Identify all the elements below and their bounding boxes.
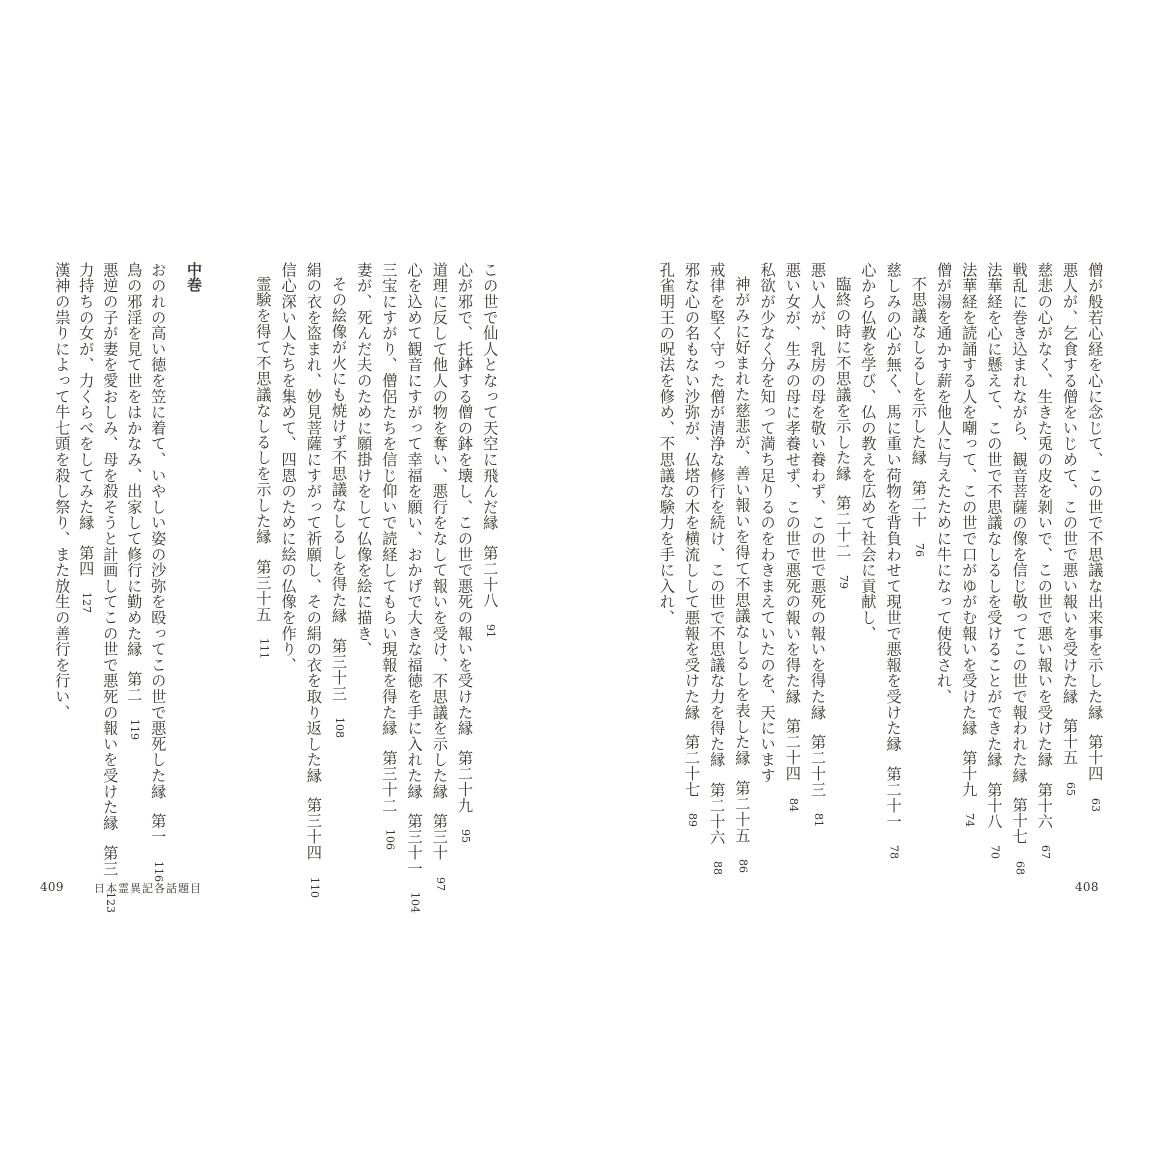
entry-title: 慈しみの心が無く、馬に重い荷物を背負わせて現世で悪報を受けた縁 <box>884 262 903 752</box>
left-top-entry <box>279 262 298 673</box>
entry-title: 霊験を得て不思議なしるしを示した縁 <box>254 276 273 545</box>
entry-chapter: 第二十三 <box>809 734 827 798</box>
left-top-entry <box>306 262 321 898</box>
entry-page-number: 63 <box>1089 797 1103 812</box>
right-entry <box>659 262 674 625</box>
entry-page-number: 68 <box>1013 860 1027 875</box>
entry-page-number: 91 <box>484 623 498 638</box>
entry-title: 孔雀明王の呪法を修め、不思議な験力を手に入れ、 <box>657 262 676 626</box>
entry-chapter: 第十八 <box>985 781 1004 830</box>
entry-chapter: 第二十一 <box>884 765 903 830</box>
left-top-entry <box>331 276 346 738</box>
entry-chapter: 第十四 <box>1086 734 1105 782</box>
entry-title: 臨終の時に不思議を示した縁 <box>834 276 853 482</box>
left-top-entry <box>481 262 500 638</box>
left-bottom-entry <box>125 262 144 740</box>
entry-title: 神がみに好まれた慈悲が、善い報いを得て不思議なしるしを表した縁 <box>733 276 752 766</box>
entry-chapter: 第二十五 <box>733 779 752 844</box>
right-entry <box>1010 262 1029 875</box>
entry-page-number: 65 <box>1064 781 1077 796</box>
entry-page-number: 127 <box>80 592 94 614</box>
entry-page-number: 111 <box>257 637 271 659</box>
entry-page-number: 79 <box>837 574 851 589</box>
entry-title: 信心深い人たちを集めて、四恩のために絵の仏像を作り、 <box>279 262 298 673</box>
entry-title: 戒律を堅く守った僧が清浄な修行を続け、この世で不思議な力を得た縁 <box>708 262 727 768</box>
left-bottom-entry <box>149 262 168 882</box>
entry-page-number: 104 <box>408 892 422 914</box>
entry-chapter: 第十五 <box>1061 718 1079 766</box>
entry-page-number: 70 <box>988 845 1002 860</box>
entry-page-number: 106 <box>383 829 397 851</box>
entry-chapter: 第三十一 <box>405 813 424 877</box>
entry-page-number: 97 <box>433 876 447 891</box>
entry-title: 道理に反して他人の物を奪い、悪行をなして報いを受け、不思議を示した縁 <box>430 262 449 800</box>
entry-chapter: 第二十 <box>909 479 928 528</box>
entry-page-number: 123 <box>104 892 118 914</box>
entry-title: 心が邪で、托鉢する僧の鉢を壊し、この世で悪死の報いを受けた縁 <box>456 262 474 736</box>
entry-chapter: 第十七 <box>1010 797 1029 845</box>
page-number-left: 409 <box>40 880 64 894</box>
entry-page-number: 84 <box>786 797 800 812</box>
entry-chapter: 第一 <box>149 813 168 845</box>
left-top-entry <box>254 276 273 659</box>
right-entry <box>758 262 777 784</box>
entry-page-number: 81 <box>812 813 825 828</box>
entry-title: 心を込めて観音にすがって幸福を願い、おかげで大きな福徳を手に入れた縁 <box>405 262 424 800</box>
entry-page-number: 95 <box>459 829 472 844</box>
running-head: 日本霊異記各話題目 <box>94 882 202 895</box>
section-heading: 中巻 <box>185 262 203 292</box>
entry-chapter: 第四 <box>77 544 96 577</box>
left-bottom-entry <box>53 262 72 721</box>
entry-chapter: 第三十五 <box>254 558 273 622</box>
right-entry <box>834 276 853 589</box>
entry-chapter: 第二 <box>125 671 144 703</box>
left-bottom-entry <box>101 262 120 914</box>
entry-title: 悪逆の子が妻を愛おしみ、母を殺そうと計画してこの世で悪死の報いを受けた縁 <box>101 262 120 831</box>
right-entry <box>859 262 878 642</box>
entry-title: 僧が般若心経を心に念じて、この世で不思議な出来事を示した縁 <box>1086 262 1105 721</box>
right-entry <box>1086 262 1105 812</box>
right-entry <box>960 262 979 828</box>
left-top-entry <box>432 262 447 891</box>
entry-title: 私欲が少なく分を知って満ち足りるのをわきまえていたのを、天にいます <box>758 262 777 784</box>
entry-chapter: 第二十二 <box>834 495 853 559</box>
entry-page-number: 116 <box>152 860 166 882</box>
entry-chapter: 第二十八 <box>481 544 500 608</box>
entry-title: おのれの高い徳を笠に着て、いやしい姿の沙弥を殴ってこの世で悪死した縁 <box>149 262 168 800</box>
entry-page-number: 119 <box>128 718 142 740</box>
entry-title: 鳥の邪淫を見て世をはかなみ、出家して修行に勤めた縁 <box>125 262 144 657</box>
right-entry <box>1037 262 1052 859</box>
entry-title: 心から仏教を学び、仏の教えを広めて社会に貢献し、 <box>859 262 878 642</box>
entry-title: 僧が湯を通かす薪を他人に与えたために牛になって使役され、 <box>935 262 953 705</box>
page-number-right: 408 <box>1075 880 1099 894</box>
entry-page-number: 89 <box>686 813 699 828</box>
entry-title: その絵像が火にも焼けず不思議なしるしを得た縁 <box>330 276 348 624</box>
entry-chapter: 第三十三 <box>330 637 348 701</box>
entry-title: 邪な心の名もない沙弥が、仏塔の木を横流しして悪報を受けた縁 <box>683 262 701 721</box>
entry-chapter: 第二十四 <box>783 718 802 782</box>
entry-title: 悪い女が、生みの母に孝養せず、この世で悪死の報いを得た縁 <box>783 262 802 705</box>
entry-title: この世で仙人となって天空に飛んだ縁 <box>481 262 500 531</box>
entry-title: 力持ちの女が、力くらべをしてみた縁 <box>77 262 96 531</box>
left-top-entry <box>380 262 399 851</box>
entry-chapter: 第十九 <box>960 750 979 798</box>
right-entry <box>733 276 752 874</box>
entry-page-number: 78 <box>887 845 901 860</box>
entry-page-number: 110 <box>307 876 321 898</box>
entry-title: 慈悲の心がなく、生きた兎の皮を剝いで、この世で悪い報いを受けた縁 <box>1035 262 1054 768</box>
entry-title: 法華経を読誦する人を嘲って、この世で口がゆがむ報いを受けた縁 <box>960 262 979 736</box>
entry-title: 妻が、死んだ夫のために願掛けをして仏像を絵に描き、 <box>355 262 374 657</box>
right-entry <box>684 262 699 827</box>
entry-chapter: 第三十二 <box>380 750 399 814</box>
right-entry <box>985 262 1004 860</box>
left-top-entry <box>457 262 472 843</box>
entry-chapter: 第三十 <box>430 813 449 861</box>
entry-chapter: 第二十七 <box>683 734 701 798</box>
entry-page-number: 86 <box>736 859 750 874</box>
entry-page-number: 76 <box>912 543 926 558</box>
entry-title: 法華経を心に懸えて、この世で不思議なしるしを受けることができた縁 <box>985 262 1004 768</box>
entry-title: 三宝にすがり、僧侶たちを信じ仰いで読経してもらい現報を得た縁 <box>380 262 399 736</box>
entry-chapter: 第三 <box>101 844 120 877</box>
entry-chapter: 第十六 <box>1035 781 1054 830</box>
entry-chapter: 第二十九 <box>456 750 474 814</box>
right-entry <box>810 262 825 827</box>
entry-page-number: 74 <box>963 813 977 828</box>
entry-page-number: 67 <box>1038 845 1052 860</box>
right-entry <box>884 262 903 860</box>
entry-page-number: 88 <box>711 860 725 875</box>
left-bottom-entry <box>77 262 96 614</box>
right-entry <box>785 262 800 812</box>
right-entry <box>936 262 951 704</box>
entry-chapter: 第三十四 <box>304 797 323 861</box>
left-top-entry <box>355 262 374 657</box>
right-entry <box>1062 262 1077 796</box>
right-entry <box>911 276 926 557</box>
entry-title: 悪人が、乞食する僧をいじめて、この世で悪い報いを受けた縁 <box>1061 262 1079 705</box>
entry-chapter: 第二十六 <box>708 781 727 845</box>
right-entry <box>708 262 727 875</box>
entry-title: 絹の衣を盗まれ、妙見菩薩にすがって祈願し、その絹の衣を取り返した縁 <box>304 262 323 784</box>
entry-title: 悪い人が、乳房の母を敬い養わず、この世で悪死の報いを得た縁 <box>809 262 827 721</box>
entry-title: 漢神の祟りによって牛七頭を殺し祭り、また放生の善行を行い、 <box>53 262 72 721</box>
entry-page-number: 108 <box>333 716 346 738</box>
entry-title: 不思議なしるしを示した縁 <box>909 276 928 466</box>
left-top-entry <box>405 262 424 914</box>
entry-title: 戦乱に巻き込まれながら、観音菩薩の像を信じ敬ってこの世で報われた縁 <box>1010 262 1029 784</box>
